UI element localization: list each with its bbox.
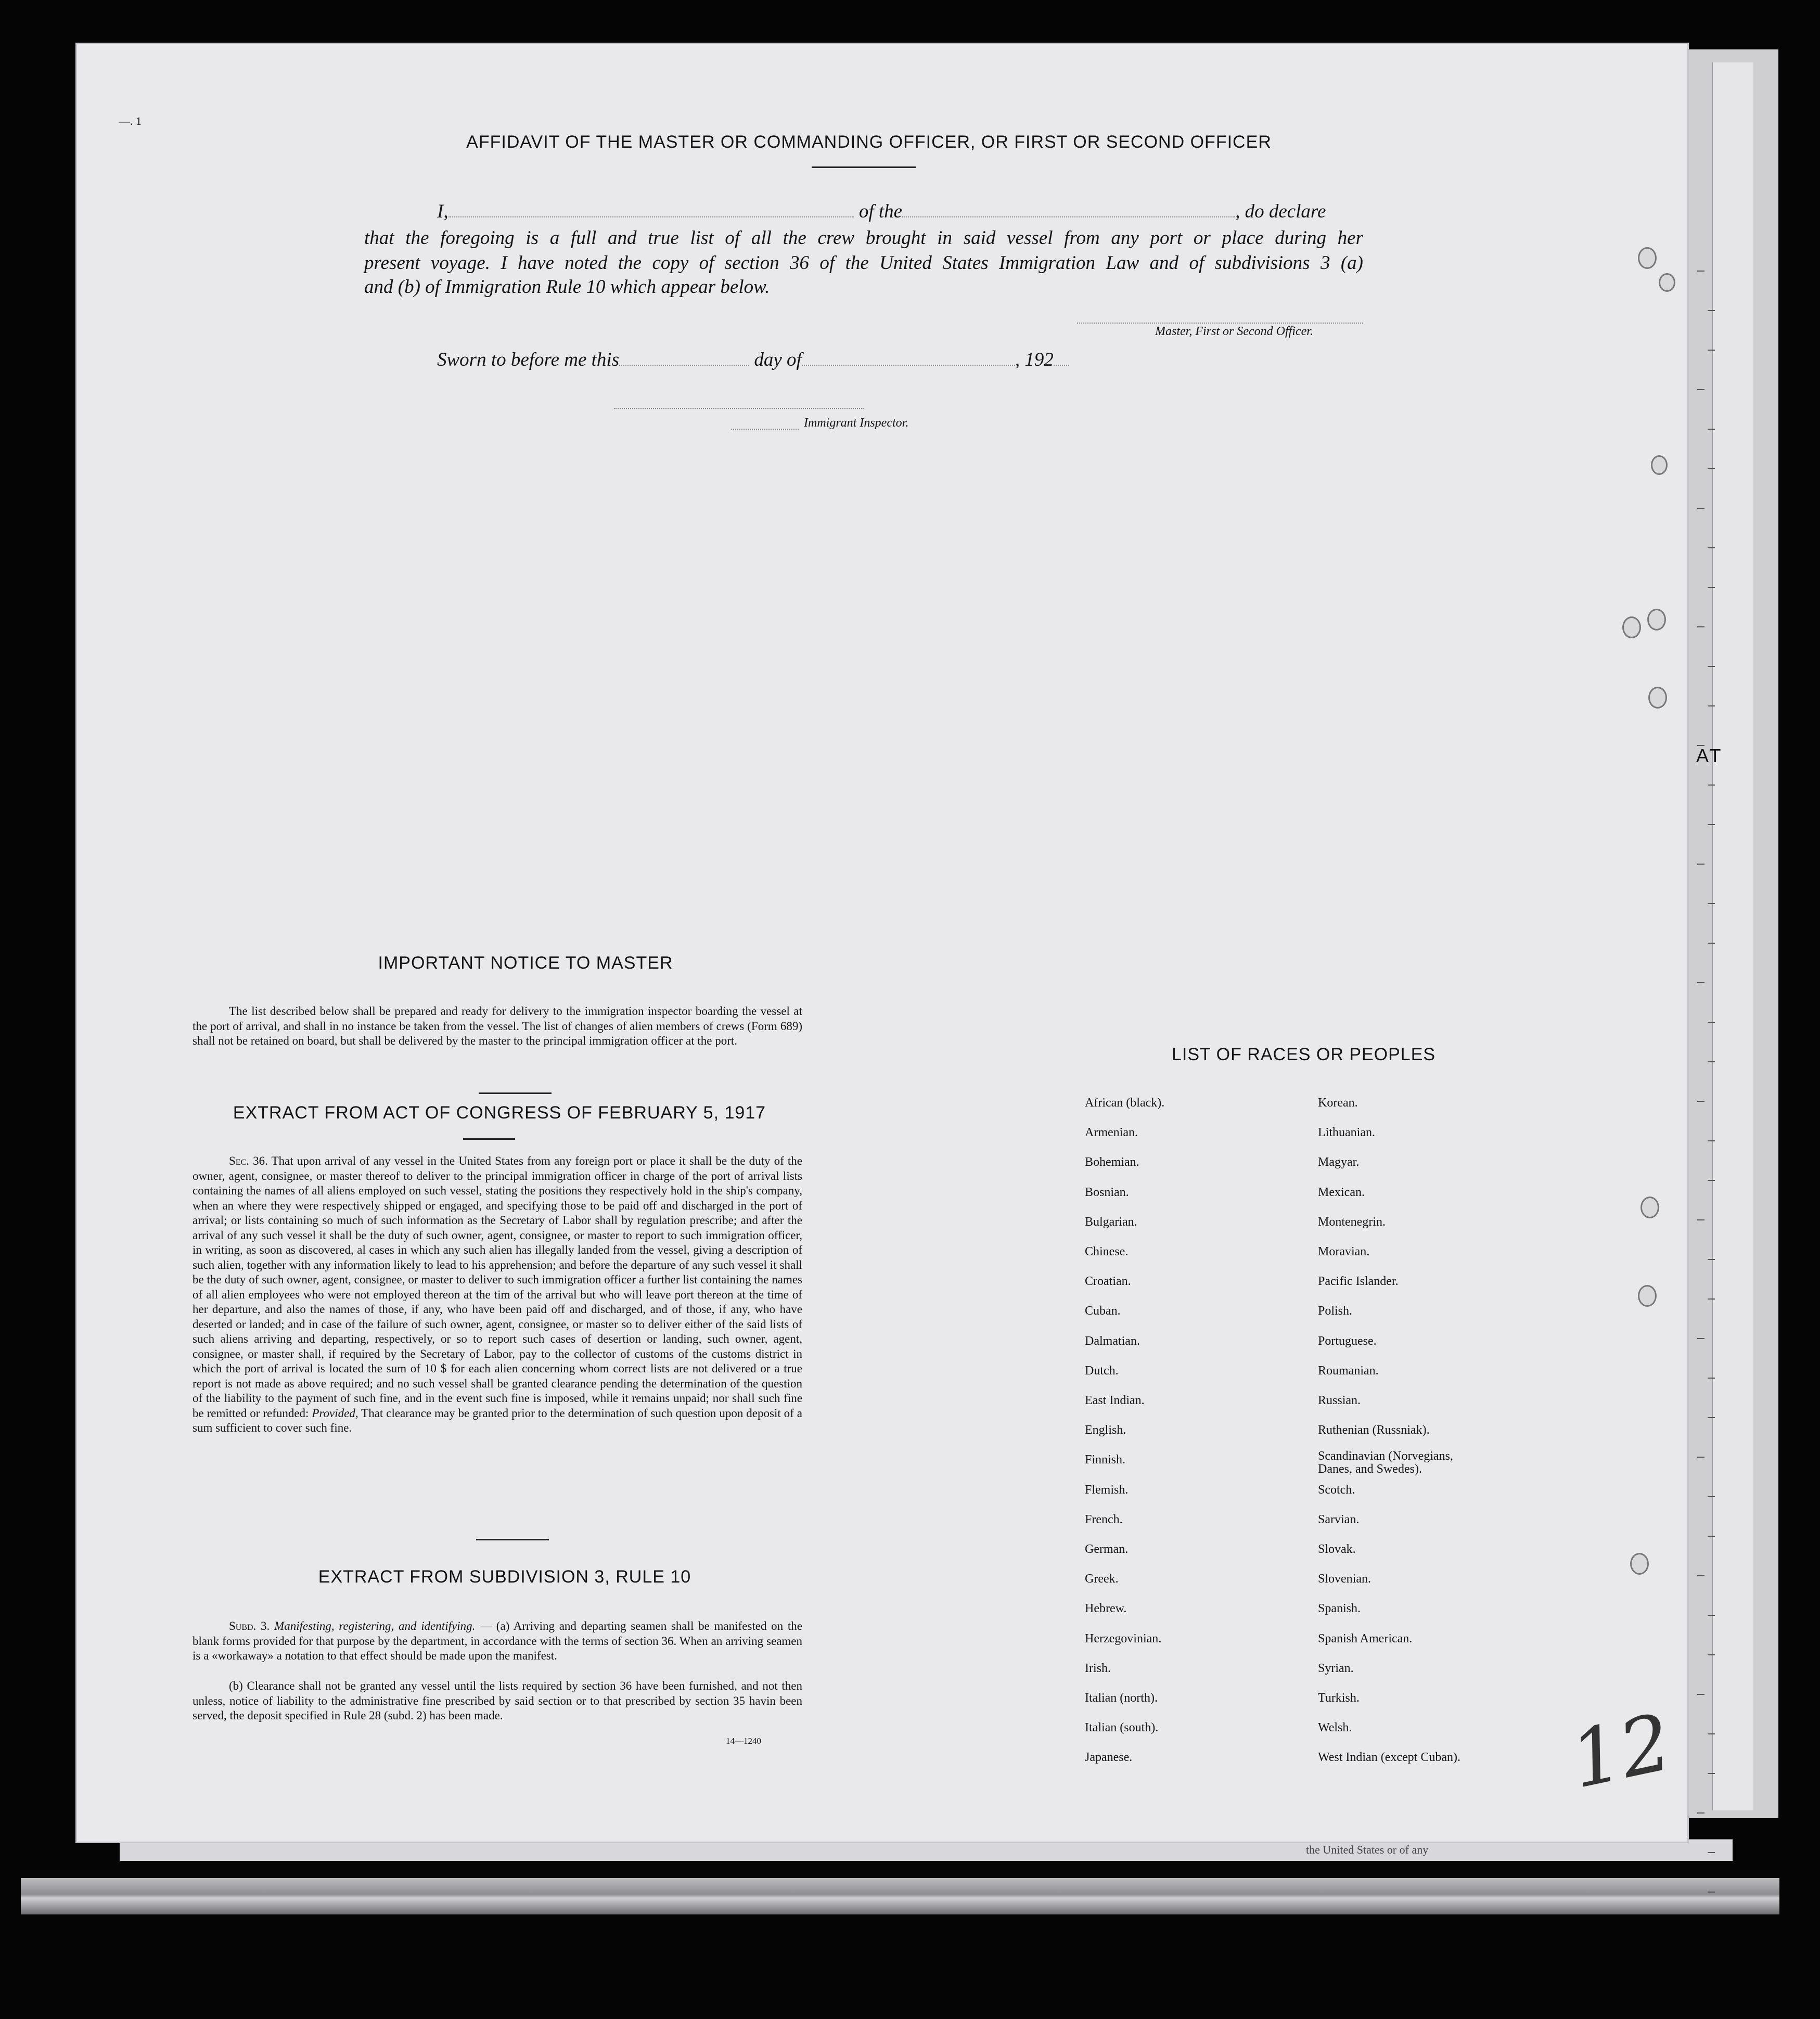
race-item: Welsh. xyxy=(1318,1721,1352,1735)
name-field[interactable] xyxy=(448,201,854,217)
act-provided: Provided, xyxy=(312,1406,358,1420)
margin-tick xyxy=(1697,1457,1704,1458)
margin-tick xyxy=(1697,1219,1704,1220)
inspector-label: Immigrant Inspector. xyxy=(804,416,909,430)
race-item: Mexican. xyxy=(1318,1185,1365,1199)
races-title: LIST OF RACES OR PEOPLES xyxy=(1172,1045,1436,1064)
margin-tick xyxy=(1708,1733,1715,1734)
margin-tick xyxy=(1708,1022,1715,1023)
race-item: English. xyxy=(1085,1423,1126,1437)
margin-tick xyxy=(1708,1852,1715,1853)
race-item: Armenian. xyxy=(1085,1126,1138,1140)
punch-hole xyxy=(1630,1553,1649,1575)
race-item: French. xyxy=(1085,1512,1123,1526)
race-item: Dalmatian. xyxy=(1085,1334,1140,1348)
margin-tick xyxy=(1697,626,1704,627)
vessel-field[interactable] xyxy=(902,201,1235,217)
notice-title: IMPORTANT NOTICE TO MASTER xyxy=(378,953,673,973)
race-item: Hebrew. xyxy=(1085,1602,1127,1616)
race-item: Japanese. xyxy=(1085,1751,1133,1765)
sworn-year-field[interactable] xyxy=(1054,349,1069,366)
race-item: Turkish. xyxy=(1318,1691,1360,1705)
margin-tick xyxy=(1708,824,1715,825)
race-item: Lithuanian. xyxy=(1318,1126,1375,1140)
race-item: Montenegrin. xyxy=(1318,1215,1386,1229)
act-body: That upon arrival of any vessel in the United States from any foreign port or place it shall be the duty of the owner, agent, consignee, or master thereof to deliver to the principal immigration officer in charge of the port of arrival lists containing the names of all aliens employed on such vessel, stating the positions they respectively hold in the ship's company, when an where they were respectively shipped or engaged, and specifying those to be paid off and discharged in the port of arrival; or lists containing so much of such information as the Secretary of Labor shall by regulation prescribe; and after the arrival of any such vessel it shall be the duty of such owner, agent, consignee, or master to report to such immigration officer, in writing, as soon as discovered, al cases in which any such alien has illegally landed from the vessel, giving a description of such alien, together with any information likely to lead to his apprehension; and before the departure of any such vessel it shall be the duty of such owner, agent, consignee, or master to deliver to such immigration officer a further list containing the names of all alien employees who were not employed thereon at the tim of the arrival but who will leave port thereon at the time of her departure, and also the names of those, if any, who have been paid off and discharged, and of those, if any, who have deserted or landed; and in case of the failure of such owner, agent, consignee, or master so to deliver either of the said lists of such aliens arriving and departing, respectively, or so to report such cases of desertion or landing, such owner, agent, consignee, or master shall, if required by the Secretary of Labor, pay to the collector of customs of the customs district in which the port of arrival is located the sum of 10 $ for each alien concerning whom correct lists are not delivered or a true report is not made as above required; and no such vessel shall be granted clearance pending the determination of the question of the liability to the payment of such fine, and in the event such fine is imposed, while it remains unpaid; nor shall such fine be remitted or refunded: xyxy=(193,1154,802,1420)
race-item: Italian (north). xyxy=(1085,1691,1158,1705)
race-item: Flemish. xyxy=(1085,1483,1129,1497)
margin-tick xyxy=(1708,1140,1715,1141)
race-item: Roumanian. xyxy=(1318,1364,1379,1378)
margin-tick xyxy=(1708,1654,1715,1655)
race-item: Slovenian. xyxy=(1318,1572,1371,1586)
rule-para-a-text: — (a) Arriving and departing seamen shall be manifested on the blank forms provided for that purpose by the department, in accordance with the terms of section 36. When an arriving seamen is a «workaway» a notation to that effect should be made upon the manifest. xyxy=(193,1619,803,1662)
race-item: Herzegovinian. xyxy=(1085,1631,1162,1645)
race-item: Ruthenian (Russniak). xyxy=(1318,1423,1430,1437)
race-item: Scandinavian (Norvegians, Danes, and Swedes). xyxy=(1318,1449,1453,1476)
title-rule xyxy=(812,166,916,168)
act-body-end: That clearance may be granted prior to the determination of such question upon deposit of a sum sufficient to cover such fine. xyxy=(193,1406,802,1434)
margin-tick xyxy=(1697,864,1704,865)
margin-tick xyxy=(1708,1773,1715,1774)
rule-subd-title: Manifesting, registering, and identifying. xyxy=(274,1619,476,1632)
page-corner-mark: —. 1 xyxy=(119,114,142,127)
sworn-day-of: day of xyxy=(754,349,802,370)
affidavit-title: AFFIDAVIT OF THE MASTER OR COMMANDING OFFICER, OR FIRST OR SECOND OFFICER xyxy=(466,132,1272,152)
sworn-prefix: Sworn to before me this xyxy=(437,349,620,370)
margin-tick xyxy=(1708,468,1715,469)
section-rule xyxy=(479,1092,552,1094)
race-item: Chinese. xyxy=(1085,1245,1129,1258)
underlying-page-edge xyxy=(1712,62,1753,1810)
punch-hole xyxy=(1622,616,1641,638)
margin-tick xyxy=(1708,1259,1715,1260)
sworn-month-field[interactable] xyxy=(802,349,1015,366)
margin-tick xyxy=(1708,1378,1715,1379)
affidavit-of-the: of the xyxy=(858,201,903,222)
race-item: Italian (south). xyxy=(1085,1721,1159,1735)
race-item: Irish. xyxy=(1085,1661,1111,1675)
race-item: Korean. xyxy=(1318,1096,1358,1110)
handwritten-number: 12 xyxy=(1562,1697,1679,1806)
margin-tick xyxy=(1708,705,1715,706)
form-number: 14—1240 xyxy=(726,1736,761,1746)
punch-hole xyxy=(1648,687,1667,709)
affidavit-line-3: present voyage. I have noted the copy of section 36 of the United States Immigration Law and of subdivisions 3 (a) xyxy=(364,252,1363,274)
punch-hole xyxy=(1647,609,1666,631)
margin-tick xyxy=(1697,1694,1704,1695)
race-item: Greek. xyxy=(1085,1572,1119,1586)
race-item: Russian. xyxy=(1318,1394,1361,1407)
race-item: African (black). xyxy=(1085,1096,1165,1110)
margin-tick xyxy=(1708,310,1715,311)
punch-hole xyxy=(1659,273,1675,292)
race-item: Moravian. xyxy=(1318,1245,1370,1258)
margin-tick xyxy=(1708,429,1715,430)
punch-hole xyxy=(1638,1285,1657,1307)
affidavit-line-4: and (b) of Immigration Rule 10 which appear below. xyxy=(364,276,770,298)
race-item: Portuguese. xyxy=(1318,1334,1377,1348)
race-item: Scotch. xyxy=(1318,1483,1355,1497)
underlying-page-bottom xyxy=(120,1839,1733,1861)
margin-tick xyxy=(1708,1892,1715,1893)
race-item: Pacific Islander. xyxy=(1318,1275,1399,1289)
race-item: Dutch. xyxy=(1085,1364,1119,1378)
sworn-day-field[interactable] xyxy=(619,349,749,366)
race-item: Syrian. xyxy=(1318,1661,1354,1675)
margin-tick xyxy=(1708,350,1715,351)
binding-strip xyxy=(21,1878,1779,1914)
race-item: Slovak. xyxy=(1318,1542,1356,1556)
margin-at-text: AT xyxy=(1696,745,1723,766)
race-item: Sarvian. xyxy=(1318,1512,1360,1526)
rule-title: EXTRACT FROM SUBDIVISION 3, RULE 10 xyxy=(318,1567,691,1587)
margin-tick xyxy=(1697,1338,1704,1339)
act-sec-label: Sec. 36. xyxy=(229,1154,268,1167)
affidavit-line-2: that the foregoing is a full and true list of all the crew brought in said vessel from any port or place during her xyxy=(364,227,1363,249)
margin-tick xyxy=(1708,1298,1715,1300)
margin-tick xyxy=(1708,666,1715,667)
race-item: German. xyxy=(1085,1542,1129,1556)
margin-tick xyxy=(1697,271,1704,272)
act-title: EXTRACT FROM ACT OF CONGRESS OF FEBRUARY 5, 1917 xyxy=(233,1103,766,1123)
sworn-year: , 192 xyxy=(1015,349,1054,370)
margin-tick xyxy=(1697,389,1704,390)
punch-hole xyxy=(1640,1197,1659,1218)
rule-para-a xyxy=(193,1619,802,1664)
notice-text: The list described below shall be prepared and ready for delivery to the immigration inspector boarding the vessel at the port of arrival, and shall in no instance be taken from the vessel. The list of changes of alien members of crews (Form 689) shall not be retained on board, but shall be delivered by the master to the principal immigration officer at the port. xyxy=(193,1005,802,1047)
rule-subd-label: Subd. 3. xyxy=(229,1619,270,1632)
rule-para-b: (b) Clearance shall not be granted any vessel until the lists required by section 36 have been furnished, and not then unless, notice of liability to the administrative fine prescribed by said section or to that prescribed by section 35 havin been served, the deposit specified in Rule 28 (subd. 2) has been made. xyxy=(193,1679,802,1722)
margin-tick xyxy=(1697,508,1704,509)
race-item: Bulgarian. xyxy=(1085,1215,1137,1229)
margin-tick xyxy=(1708,587,1715,588)
race-item: Spanish. xyxy=(1318,1602,1361,1616)
margin-tick xyxy=(1697,1101,1704,1102)
margin-tick xyxy=(1697,1575,1704,1576)
margin-tick xyxy=(1708,1536,1715,1537)
margin-tick xyxy=(1708,903,1715,904)
margin-tick xyxy=(1697,982,1704,983)
act-text xyxy=(193,1154,802,1436)
master-signature-line[interactable] xyxy=(1077,322,1363,324)
affidavit-declare: , do declare xyxy=(1235,201,1326,222)
margin-tick xyxy=(1708,547,1715,548)
margin-tick xyxy=(1708,1615,1715,1616)
race-item: Bohemian. xyxy=(1085,1155,1139,1169)
section-rule xyxy=(476,1539,549,1540)
race-item: Bosnian. xyxy=(1085,1185,1129,1199)
punch-hole xyxy=(1638,247,1657,269)
affidavit-line-1 xyxy=(364,200,1363,223)
race-item: Cuban. xyxy=(1085,1304,1121,1318)
margin-tick xyxy=(1708,1061,1715,1062)
race-item: Croatian. xyxy=(1085,1275,1131,1289)
race-item: Spanish American. xyxy=(1318,1631,1413,1645)
race-item: Magyar. xyxy=(1318,1155,1360,1169)
race-item: Finnish. xyxy=(1085,1453,1126,1467)
margin-tick xyxy=(1708,1180,1715,1181)
margin-tick xyxy=(1708,1417,1715,1418)
affidavit-i: I, xyxy=(437,201,448,222)
inspector-dots xyxy=(731,428,799,430)
race-item: Polish. xyxy=(1318,1304,1353,1318)
margin-tick xyxy=(1708,1496,1715,1497)
sworn-line xyxy=(437,349,1165,371)
act-title-rule xyxy=(463,1138,515,1140)
bottom-strip-text: the United States or of any xyxy=(1306,1843,1429,1856)
margin-tick xyxy=(1708,785,1715,786)
race-item: East Indian. xyxy=(1085,1394,1145,1407)
race-item: West Indian (except Cuban). xyxy=(1318,1751,1460,1765)
punch-hole xyxy=(1651,455,1668,475)
inspector-signature-line[interactable] xyxy=(614,407,864,409)
master-signature-label: Master, First or Second Officer. xyxy=(1155,325,1313,338)
margin-tick xyxy=(1697,1812,1704,1814)
margin-tick xyxy=(1708,943,1715,944)
